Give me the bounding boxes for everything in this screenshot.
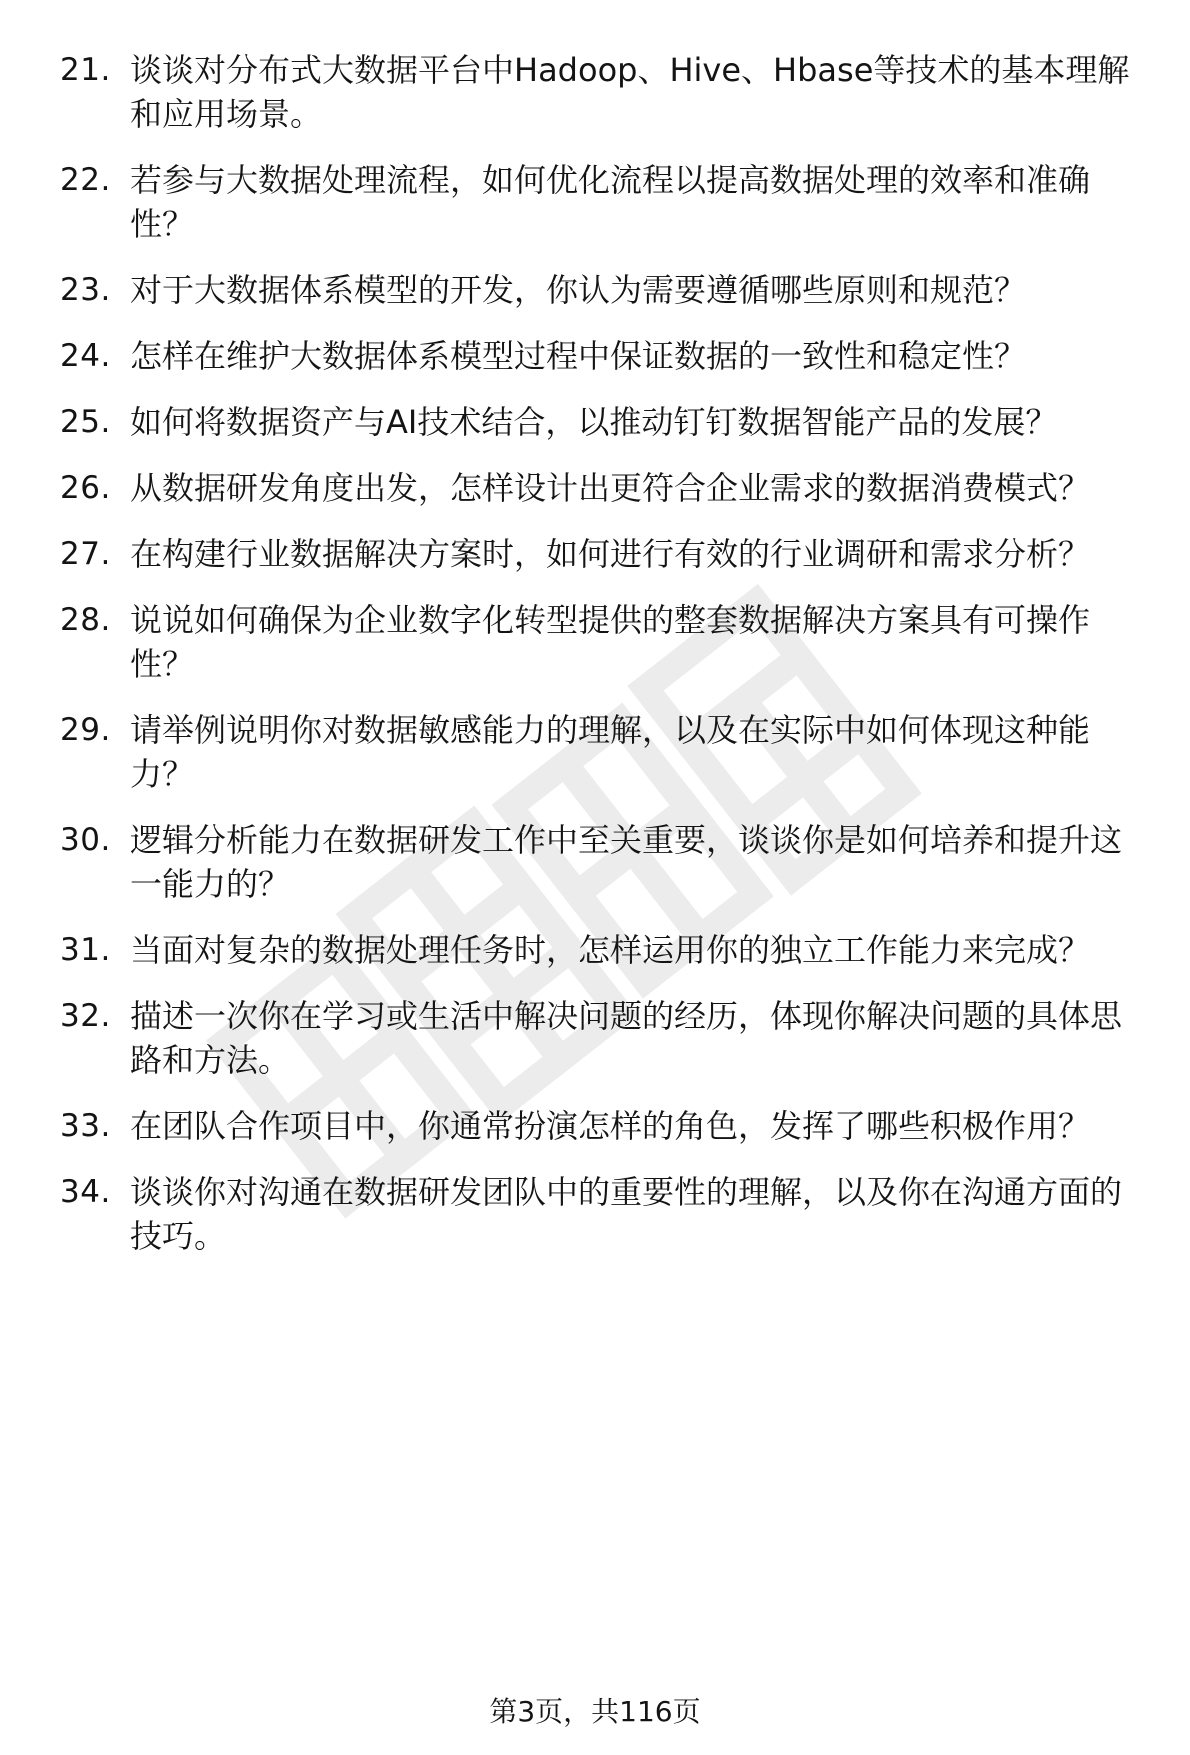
question-item — [60, 334, 1150, 378]
question-text: 如何将数据资产与AI技术结合，以推动钉钉数据智能产品的发展？ — [130, 403, 1058, 441]
question-text: 描述一次你在学习或生活中解决问题的经历，体现你解决问题的具体思路和方法。 — [130, 997, 1123, 1079]
question-number: 33. — [60, 1108, 111, 1144]
question-list — [60, 48, 1150, 1258]
question-text: 从数据研发角度出发，怎样设计出更符合企业需求的数据消费模式？ — [130, 469, 1091, 507]
question-number: 22. — [60, 162, 111, 198]
question-text: 说说如何确保为企业数字化转型提供的整套数据解决方案具有可操作性？ — [130, 601, 1091, 683]
question-item — [60, 708, 1150, 796]
question-item — [60, 48, 1150, 136]
question-number: 28. — [60, 602, 111, 638]
question-number: 30. — [60, 822, 111, 858]
question-number: 26. — [60, 470, 111, 506]
question-item — [60, 268, 1150, 312]
question-text: 请举例说明你对数据敏感能力的理解，以及在实际中如何体现这种能力？ — [130, 711, 1091, 793]
question-text: 在构建行业数据解决方案时，如何进行有效的行业调研和需求分析？ — [130, 535, 1091, 573]
question-number: 23. — [60, 272, 111, 308]
question-item — [60, 598, 1150, 686]
question-item — [60, 1104, 1150, 1148]
question-item — [60, 400, 1150, 444]
question-item — [60, 466, 1150, 510]
question-text: 当面对复杂的数据处理任务时，怎样运用你的独立工作能力来完成？ — [130, 931, 1091, 969]
question-number: 32. — [60, 998, 111, 1034]
question-text: 在团队合作项目中，你通常扮演怎样的角色，发挥了哪些积极作用？ — [130, 1107, 1091, 1145]
question-number: 24. — [60, 338, 111, 374]
question-item — [60, 818, 1150, 906]
question-text: 怎样在维护大数据体系模型过程中保证数据的一致性和稳定性？ — [130, 337, 1027, 375]
question-text: 若参与大数据处理流程，如何优化流程以提高数据处理的效率和准确性？ — [130, 161, 1091, 243]
question-item — [60, 1170, 1150, 1258]
question-number: 27. — [60, 536, 111, 572]
question-number: 21. — [60, 52, 111, 88]
question-item — [60, 158, 1150, 246]
question-item — [60, 928, 1150, 972]
question-item — [60, 532, 1150, 576]
question-number: 25. — [60, 404, 111, 440]
question-text: 逻辑分析能力在数据研发工作中至关重要，谈谈你是如何培养和提升这一能力的？ — [130, 821, 1123, 903]
question-item — [60, 994, 1150, 1082]
question-text: 谈谈你对沟通在数据研发团队中的重要性的理解，以及你在沟通方面的技巧。 — [130, 1173, 1123, 1255]
question-text: 对于大数据体系模型的开发，你认为需要遵循哪些原则和规范？ — [130, 271, 1027, 309]
question-number: 31. — [60, 932, 111, 968]
page-number-footer: 第3页，共116页 — [489, 1695, 701, 1728]
question-number: 34. — [60, 1174, 111, 1210]
question-text: 谈谈对分布式大数据平台中Hadoop、Hive、Hbase等技术的基本理解和应用场景。 — [130, 51, 1130, 133]
question-number: 29. — [60, 712, 111, 748]
